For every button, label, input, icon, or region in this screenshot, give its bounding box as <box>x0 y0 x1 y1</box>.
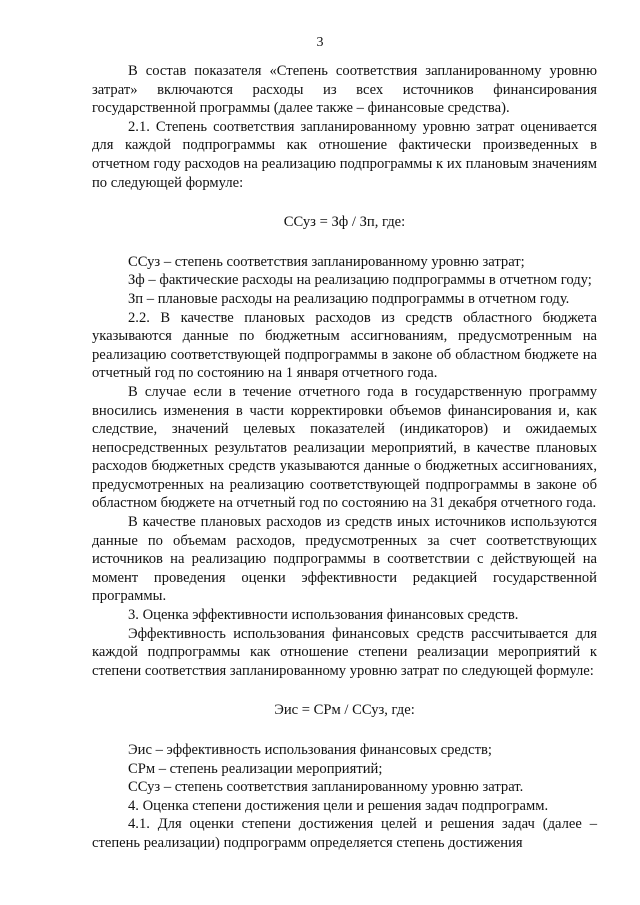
formula-efficiency: Эис = СРм / ССуз, где: <box>274 702 415 719</box>
paragraph: 4.1. Для оценки степени достижения целей и решения задач (далее – степень реализации) подпрограмм определяется степень достижения <box>92 816 597 851</box>
paragraph: В качестве плановых расходов из средств иных источников используются данные по объемам расходов, предусмотренных за счет соответствующих источников на реализацию подпрограммы в соответствии с действующей на момент проведения оценки эффективности редакцией государственной программы. <box>92 514 597 605</box>
paragraph: В состав показателя «Степень соответствия запланированному уровню затрат» включаются расходы из всех источников финансирования государственной программы (далее также – финансовые средства). <box>92 63 597 117</box>
document-body <box>92 62 597 853</box>
page-number: 3 <box>316 35 324 50</box>
definition-srm: СРм – степень реализации мероприятий; <box>128 760 383 777</box>
definition-zp: Зп – плановые расходы на реализацию подпрограммы в отчетном году. <box>128 290 570 307</box>
paragraph: Эффективность использования финансовых средств рассчитывается для каждой подпрограммы как отношение степени реализации мероприятий к степени соответствия запланированному уровню затрат по следующей формуле: <box>92 625 597 679</box>
paragraph: 2.1. Степень соответствия запланированному уровню затрат оценивается для каждой подпрограммы как отношение фактически произведенных в отчетном году расходов на реализацию подпрограммы к их плановым значениям по следующей формуле: <box>92 118 597 191</box>
definition-zf: Зф – фактические расходы на реализацию подпрограммы в отчетном году; <box>128 272 592 289</box>
definition-ccuz: ССуз – степень соответствия запланированному уровню затрат. <box>128 779 524 796</box>
paragraph: В случае если в течение отчетного года в государственную программу вносились изменения в части корректировки объемов финансирования и, как следствие, значений целевых показателей (индикаторов) и ожидаемых непосредственных результатов реализации мероприятий, в качестве плановых расходов бюджетных средств указываются данные о бюджетных ассигнованиях, предусмотренных на реализацию соответствующей подпрограммы в законе об областном бюджете на отчетный год по состоянию на 31 декабря отчетного года. <box>92 383 597 512</box>
paragraph: 2.2. В качестве плановых расходов из средств областного бюджета указываются данные по бюджетным ассигнованиям, предусмотренным на реализацию соответствующей подпрограммы в законе об областном бюджете на отчетный год по состоянию на 1 января отчетного года. <box>92 309 597 382</box>
definition-eis: Эис – эффективность использования финансовых средств; <box>128 742 492 758</box>
definition-ccuz: ССуз – степень соответствия запланированному уровню затрат; <box>128 253 525 270</box>
formula-cost-compliance: ССуз = Зф / Зп, где: <box>283 214 406 231</box>
section-heading: 3. Оценка эффективности использования финансовых средств. <box>128 607 519 624</box>
section-heading: 4. Оценка степени достижения цели и решения задач подпрограмм. <box>128 797 549 814</box>
